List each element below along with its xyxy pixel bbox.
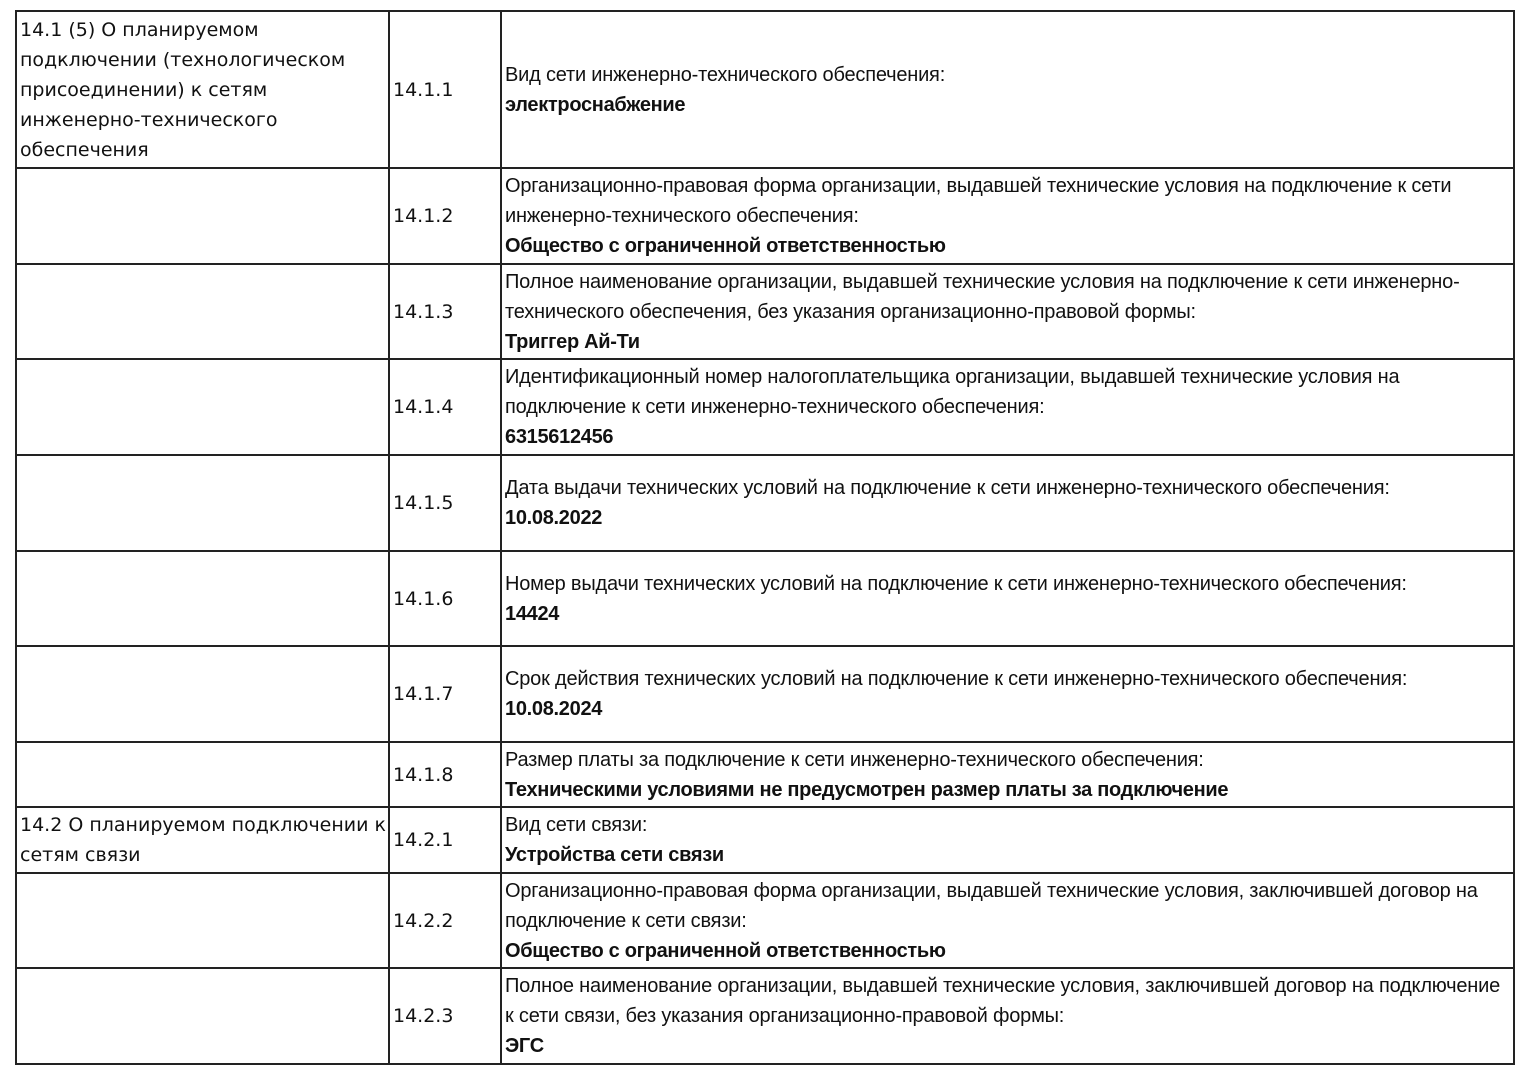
table-row <box>16 168 1514 264</box>
item-value: 10.08.2022 <box>505 507 603 529</box>
empty-cell <box>16 968 389 1064</box>
item-number: 14.1.5 <box>389 455 501 551</box>
item-label: Организационно-правовая форма организации, выдавшей технические условия на подключение к сети инженерно-технического обеспечения: <box>505 175 1452 227</box>
table-row <box>16 873 1514 968</box>
item-label: Номер выдачи технических условий на подключение к сети инженерно-технического обеспечения: <box>505 572 1407 595</box>
item-cell <box>501 168 1514 264</box>
item-number: 14.2.3 <box>389 968 501 1064</box>
item-label: Вид сети инженерно-технического обеспечения: <box>505 63 946 86</box>
item-number: 14.2.1 <box>389 807 501 873</box>
item-number: 14.1.7 <box>389 646 501 742</box>
item-value: ЭГС <box>505 1035 544 1057</box>
table-row <box>16 455 1514 551</box>
item-cell <box>501 807 1514 873</box>
section-title-cell <box>16 11 389 168</box>
item-number: 14.1.8 <box>389 742 501 807</box>
item-cell <box>501 742 1514 807</box>
empty-cell <box>16 264 389 359</box>
empty-cell <box>16 873 389 968</box>
empty-cell <box>16 646 389 742</box>
utilities-connection-table <box>15 10 1515 1065</box>
table-row <box>16 742 1514 807</box>
item-number: 14.1.6 <box>389 551 501 646</box>
item-number: 14.1.1 <box>389 11 501 168</box>
item-label: Полное наименование организации, выдавшей технические условия на подключение к сети инженерно-технического обеспечения, без указания организационно-правовой формы: <box>505 270 1460 323</box>
item-label: Срок действия технических условий на подключение к сети инженерно-технического обеспечения: <box>505 668 1408 690</box>
item-value: 10.08.2024 <box>505 698 603 720</box>
item-value: Общество с ограниченной ответственностью <box>505 235 946 257</box>
item-value: 14424 <box>505 602 560 625</box>
empty-cell <box>16 742 389 807</box>
item-cell <box>501 264 1514 359</box>
table-row <box>16 11 1514 168</box>
table-row <box>16 359 1514 455</box>
item-number: 14.1.3 <box>389 264 501 359</box>
item-value: Триггер Ай-Ти <box>505 330 640 353</box>
section-title: 14.1 (5) О планируемом подключении (технологическом присоединении) к сетям инженерно-технического обеспечения <box>20 18 346 161</box>
section-title-cell <box>16 807 389 873</box>
item-value: Общество с ограниченной ответственностью <box>505 939 946 962</box>
item-label: Организационно-правовая форма организации, выдавшей технические условия, заключившей договор на подключение к сети связи: <box>505 879 1478 932</box>
item-value: 6315612456 <box>505 426 614 448</box>
table-row <box>16 646 1514 742</box>
section-title: 14.2 О планируемом подключении к сетям связи <box>20 814 386 866</box>
item-label: Полное наименование организации, выдавшей технические условия, заключившей договор на подключение к сети связи, без указания организационно-правовой формы: <box>505 975 1501 1027</box>
item-number: 14.2.2 <box>389 873 501 968</box>
table-row <box>16 551 1514 646</box>
item-number: 14.1.2 <box>389 168 501 264</box>
item-cell <box>501 646 1514 742</box>
item-number: 14.1.4 <box>389 359 501 455</box>
table-row <box>16 264 1514 359</box>
empty-cell <box>16 359 389 455</box>
item-cell <box>501 551 1514 646</box>
empty-cell <box>16 455 389 551</box>
empty-cell <box>16 551 389 646</box>
item-label: Дата выдачи технических условий на подключение к сети инженерно-технического обеспечения: <box>505 477 1390 499</box>
item-cell <box>501 968 1514 1064</box>
item-cell <box>501 455 1514 551</box>
item-cell <box>501 873 1514 968</box>
table-row <box>16 968 1514 1064</box>
empty-cell <box>16 168 389 264</box>
item-value: электроснабжение <box>505 93 686 116</box>
item-cell <box>501 11 1514 168</box>
item-value: Техническими условиями не предусмотрен размер платы за подключение <box>505 778 1229 801</box>
item-label: Идентификационный номер налогоплательщика организации, выдавшей технические условия на подключение к сети инженерно-технического обеспечения: <box>505 366 1400 418</box>
table-row <box>16 807 1514 873</box>
item-cell <box>501 359 1514 455</box>
item-label: Размер платы за подключение к сети инженерно-технического обеспечения: <box>505 748 1204 771</box>
item-value: Устройства сети связи <box>505 844 724 866</box>
item-label: Вид сети связи: <box>505 814 648 836</box>
